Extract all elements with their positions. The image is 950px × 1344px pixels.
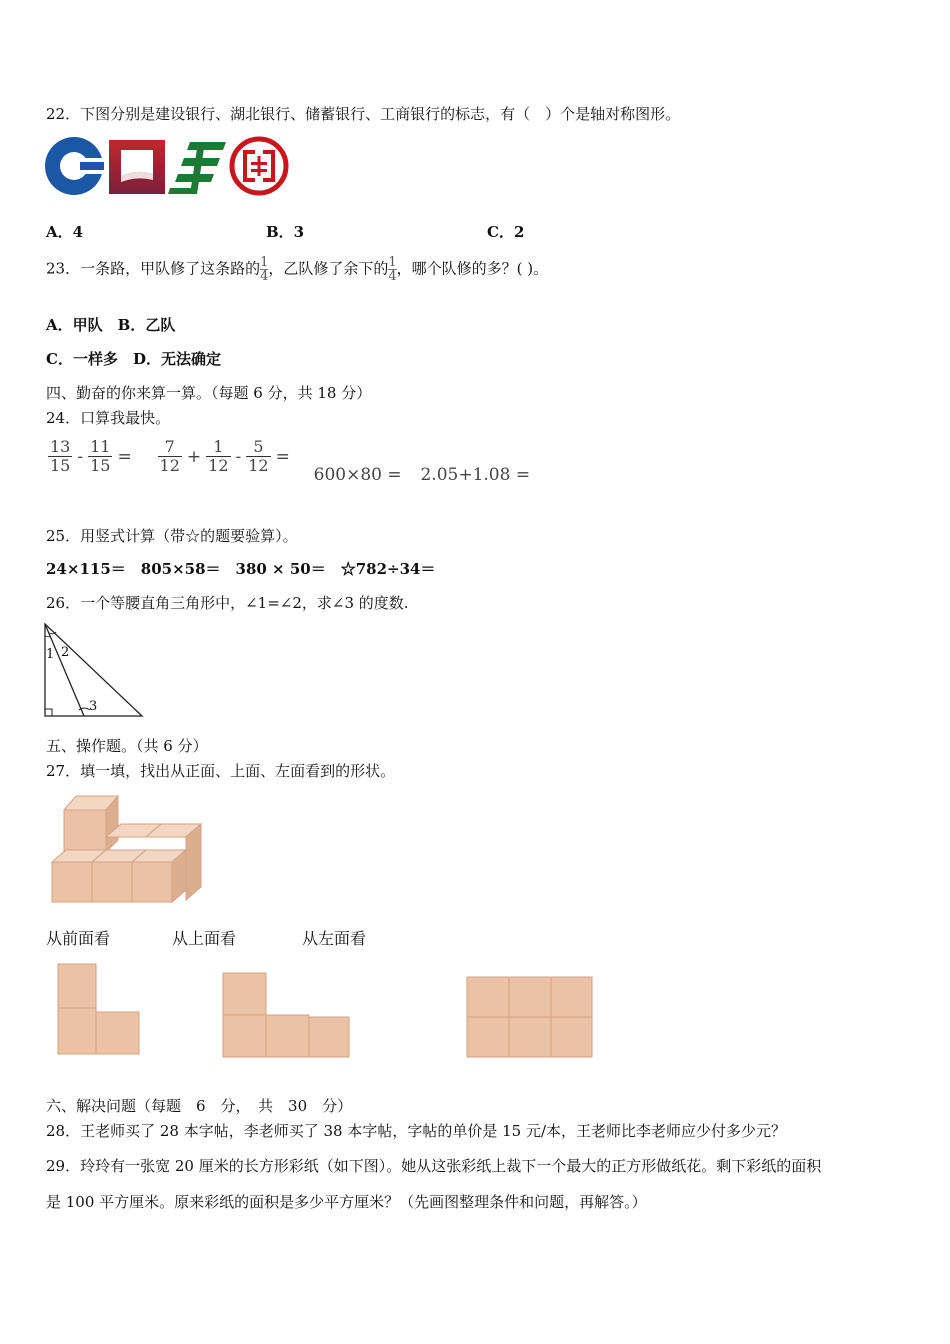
view-shape-2 (220, 970, 354, 1060)
q24-expr3: 600×80 = (313, 465, 402, 485)
section4-title: 四、勤奋的你来算一算。（每题 6 分，共 18 分） (46, 384, 372, 402)
postal-savings-logo (168, 136, 228, 196)
q23-fraction-1: $\frac{1}{4}$ (260, 255, 269, 284)
q28-text: 28．王老师买了 28 本字帖，李老师买了 38 本字帖，字帖的单价是 15 元/本，王老师比李老师应少付多少元？ (46, 1122, 787, 1140)
view-shape-3 (464, 974, 596, 1060)
angle-label-1: 1 (46, 647, 55, 662)
q23-part1: 23．一条路，甲队修了这条路的 (46, 259, 261, 278)
q22-option-b[interactable]: B．3 (266, 223, 305, 241)
q29-line1: 29．玲玲有一张宽 20 厘米的长方形彩纸（如下图）。她从这张彩纸上裁下一个最大的正方形做纸花。剩下彩纸的面积 (46, 1157, 822, 1175)
q27-title: 27．填一填，找出从正面、上面、左面看到的形状。 (46, 762, 396, 780)
q22-option-a[interactable]: A．4 (46, 223, 84, 241)
q23-fraction-2: $\frac{1}{4}$ (388, 255, 397, 284)
q29-line2: 是 100 平方厘米。原来彩纸的面积是多少平方厘米？（先画图整理条件和问题，再解答。） (46, 1193, 647, 1211)
q25-problems: 24×115＝ 805×58＝ 380 × 50＝ ☆782÷34＝ (46, 560, 436, 578)
angle-label-2: 2 (61, 645, 70, 660)
construction-bank-logo (44, 136, 104, 196)
q23-part2: ，乙队修了余下的 (268, 259, 389, 278)
q22-option-c[interactable]: C．2 (487, 223, 525, 241)
q26-text: 26．一个等腰直角三角形中，∠1=∠2，求∠3 的度数. (46, 594, 409, 612)
label-top-view: 从上面看 (172, 929, 237, 948)
frac-1-12: $\frac{1}{12}$ (208, 437, 229, 475)
q27-cube-stack (46, 792, 206, 907)
q22-text: 22．下图分别是建设银行、湖北银行、储蓄银行、工商银行的标志，有（ ）个是轴对称图形。 (46, 105, 681, 123)
q23-part3: ，哪个队修的多？( )。 (396, 259, 549, 278)
angle-label-3: 3 (89, 699, 98, 714)
icbc-logo (229, 136, 289, 196)
q24-expr4: 2.05+1.08 = (420, 465, 531, 485)
section5-title: 五、操作题。（共 6 分） (46, 737, 208, 755)
q26-triangle-figure (42, 620, 147, 720)
frac-7-12: $\frac{7}{12}$ (159, 437, 180, 475)
section6-title: 六、解决问题（每题 6 分， 共 30 分） (46, 1097, 353, 1115)
frac-13-15: $\frac{13}{15}$ (50, 437, 71, 475)
q24-title: 24．口算我最快。 (46, 409, 171, 427)
frac-5-12: $\frac{5}{12}$ (248, 437, 269, 475)
q25-title: 25．用竖式计算（带☆的题要验算）。 (46, 527, 298, 545)
label-left-view: 从左面看 (302, 929, 367, 948)
q23-options-row1[interactable]: A．甲队 B．乙队 (46, 316, 176, 334)
frac-11-15: $\frac{11}{15}$ (90, 437, 111, 475)
hubei-bank-logo (108, 136, 168, 196)
q23-options-row2[interactable]: C．一样多 D．无法确定 (46, 350, 221, 368)
q24-expressions: $\frac{13}{15}$ - $\frac{11}{15}$ = $\frac{7}{12}$ + $\frac{1}{12}$ - $\frac{5}{12}$ = 600×80 = 2.05+1.08 = (50, 437, 531, 485)
view-shape-1 (55, 962, 145, 1058)
q23-text (46, 256, 548, 283)
label-front-view: 从前面看 (46, 929, 111, 948)
